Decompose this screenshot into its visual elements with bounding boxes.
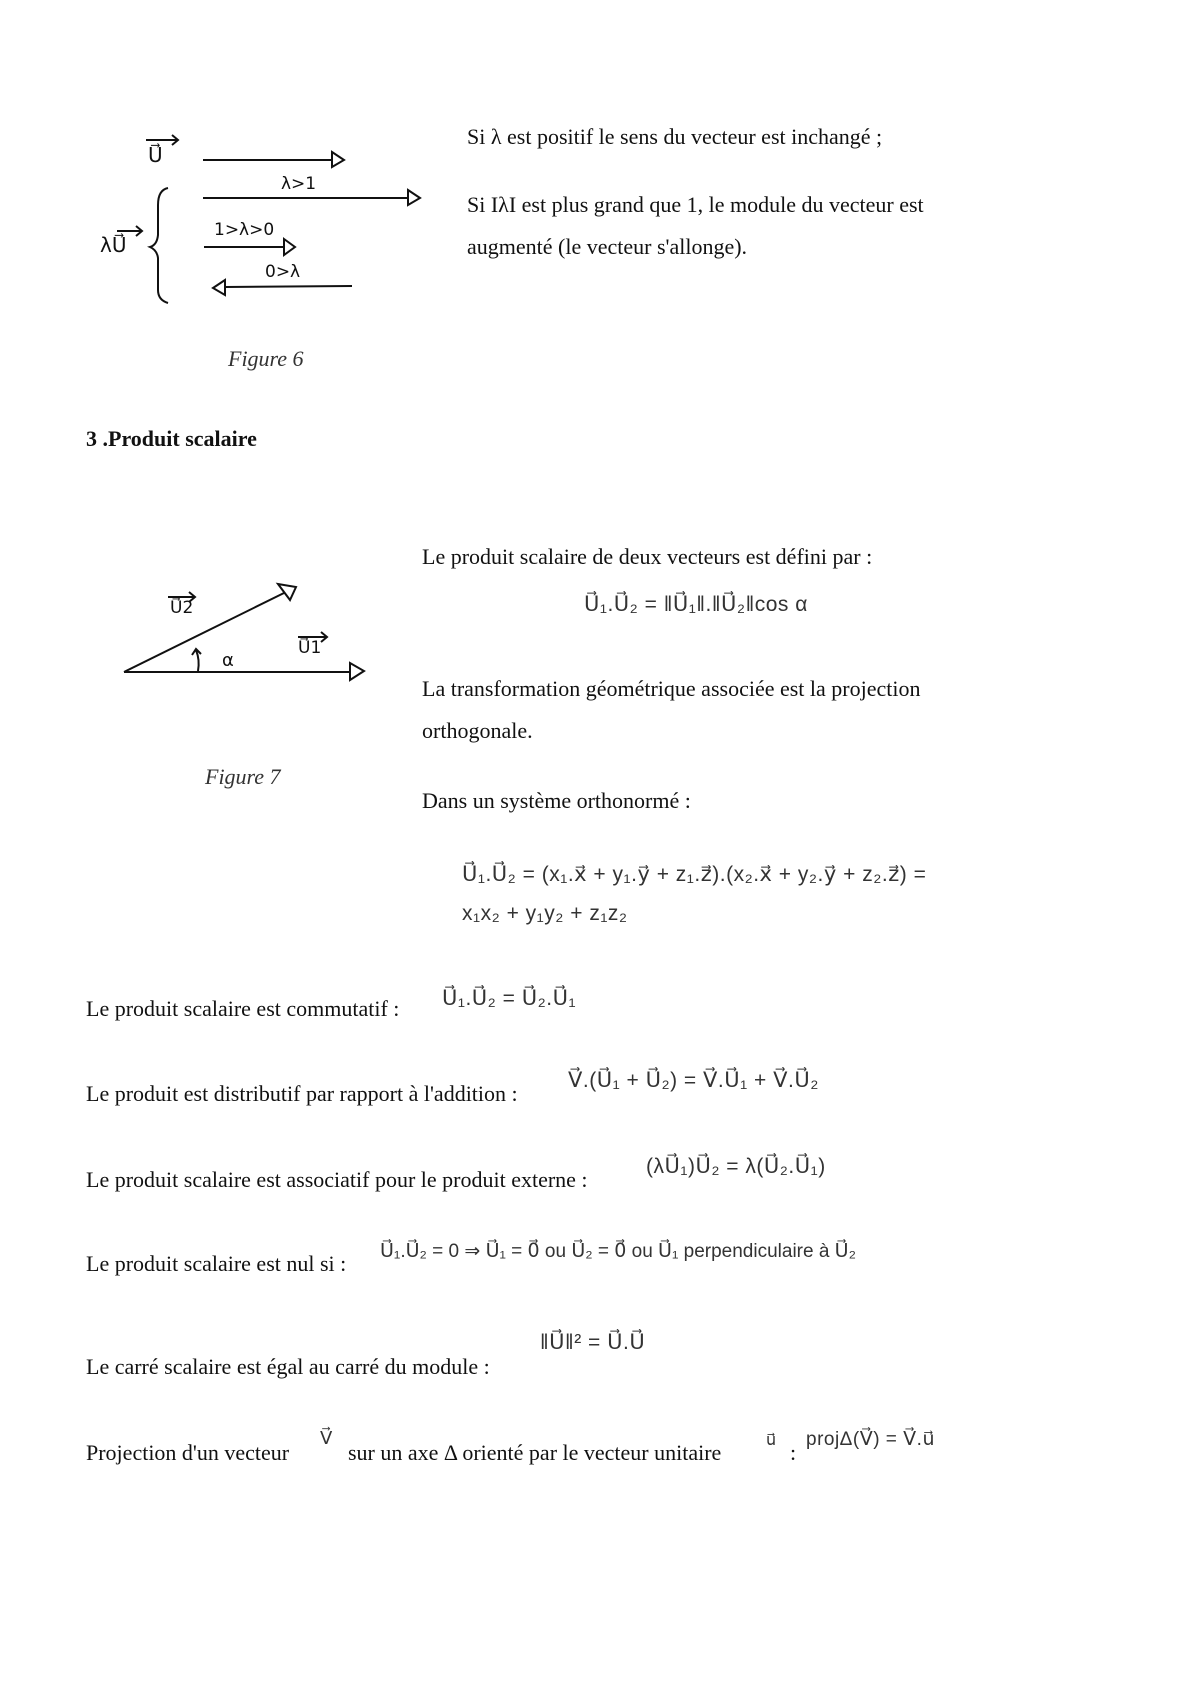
projection-formula: projΔ(V⃗) = V⃗.u⃗ <box>806 1429 935 1450</box>
property-formula: ‖U⃗‖² = U⃗.U⃗ <box>540 1331 646 1354</box>
property-text: Le produit scalaire est associatif pour le produit externe : <box>86 1167 588 1192</box>
projection-colon: : <box>790 1440 797 1465</box>
intro-line-1: Si λ est positif le sens du vecteur est inchangé ; <box>467 124 883 149</box>
projection-vector-u: u⃗ <box>766 1432 777 1449</box>
figure7-label-alpha: α <box>222 650 234 671</box>
projection-text-2: sur un axe Δ orienté par le vecteur unitaire <box>348 1440 722 1465</box>
figure-7-diagram <box>0 0 1 1</box>
figure6-caption: Figure 6 <box>228 346 304 371</box>
property-text: Le produit scalaire est commutatif : <box>86 996 400 1021</box>
definition-text: Le produit scalaire de deux vecteurs est défini par : <box>422 544 873 569</box>
ortho-formula-1: U⃗₁.U⃗₂ = (x₁.x⃗ + y₁.y⃗ + z₁.z⃗).(x₂.x⃗ + y₂.y⃗ + z₂.z⃗) = <box>462 863 927 886</box>
ortho-formula-2: x₁x₂ + y₁y₂ + z₁z₂ <box>462 902 628 925</box>
figure7-caption: Figure 7 <box>205 764 281 789</box>
intro-line-2: Si IλI est plus grand que 1, le module du vecteur est <box>467 192 924 217</box>
projection-vector-v: V⃗ <box>320 1428 333 1448</box>
property-text: Le carré scalaire est égal au carré du module : <box>86 1354 490 1379</box>
projection-text-1: Projection d'un vecteur <box>86 1440 290 1465</box>
section-title: 3 .Produit scalaire <box>86 426 257 451</box>
property-formula: V⃗.(U⃗₁ + U⃗₂) = V⃗.U⃗₁ + V⃗.U⃗₂ <box>568 1069 819 1092</box>
figure6-cond-negative: 0>λ <box>265 262 301 282</box>
property-formula: U⃗₁.U⃗₂ = 0 ⇒ U⃗₁ = 0⃗ ou U⃗₂ = 0⃗ ou U⃗₁ perpendiculaire à U⃗₂ <box>380 1241 856 1262</box>
transform-line-2: orthogonale. <box>422 718 533 743</box>
figure6-cond-between: 1>λ>0 <box>214 220 275 240</box>
figure6-cond-gt1: λ>1 <box>281 174 317 194</box>
definition-formula: U⃗₁.U⃗₂ = ‖U⃗₁‖.‖U⃗₂‖cos α <box>584 593 808 616</box>
figure7-label-u2: U⃗2 <box>170 598 194 618</box>
transform-line-1: La transformation géométrique associée est la projection <box>422 676 921 701</box>
property-text: Le produit scalaire est nul si : <box>86 1251 347 1276</box>
intro-line-3: augmenté (le vecteur s'allonge). <box>467 234 748 259</box>
figure6-label-u: U⃗ <box>148 143 163 167</box>
figure7-label-u1: U⃗1 <box>298 638 322 658</box>
property-formula: U⃗₁.U⃗₂ = U⃗₂.U⃗₁ <box>442 987 577 1010</box>
ortho-text: Dans un système orthonormé : <box>422 788 691 813</box>
figure6-label-lambda-u: λU⃗ <box>100 233 127 257</box>
property-formula: (λU⃗₁)U⃗₂ = λ(U⃗₂.U⃗₁) <box>646 1155 826 1178</box>
property-text: Le produit est distributif par rapport à l'addition : <box>86 1081 518 1106</box>
